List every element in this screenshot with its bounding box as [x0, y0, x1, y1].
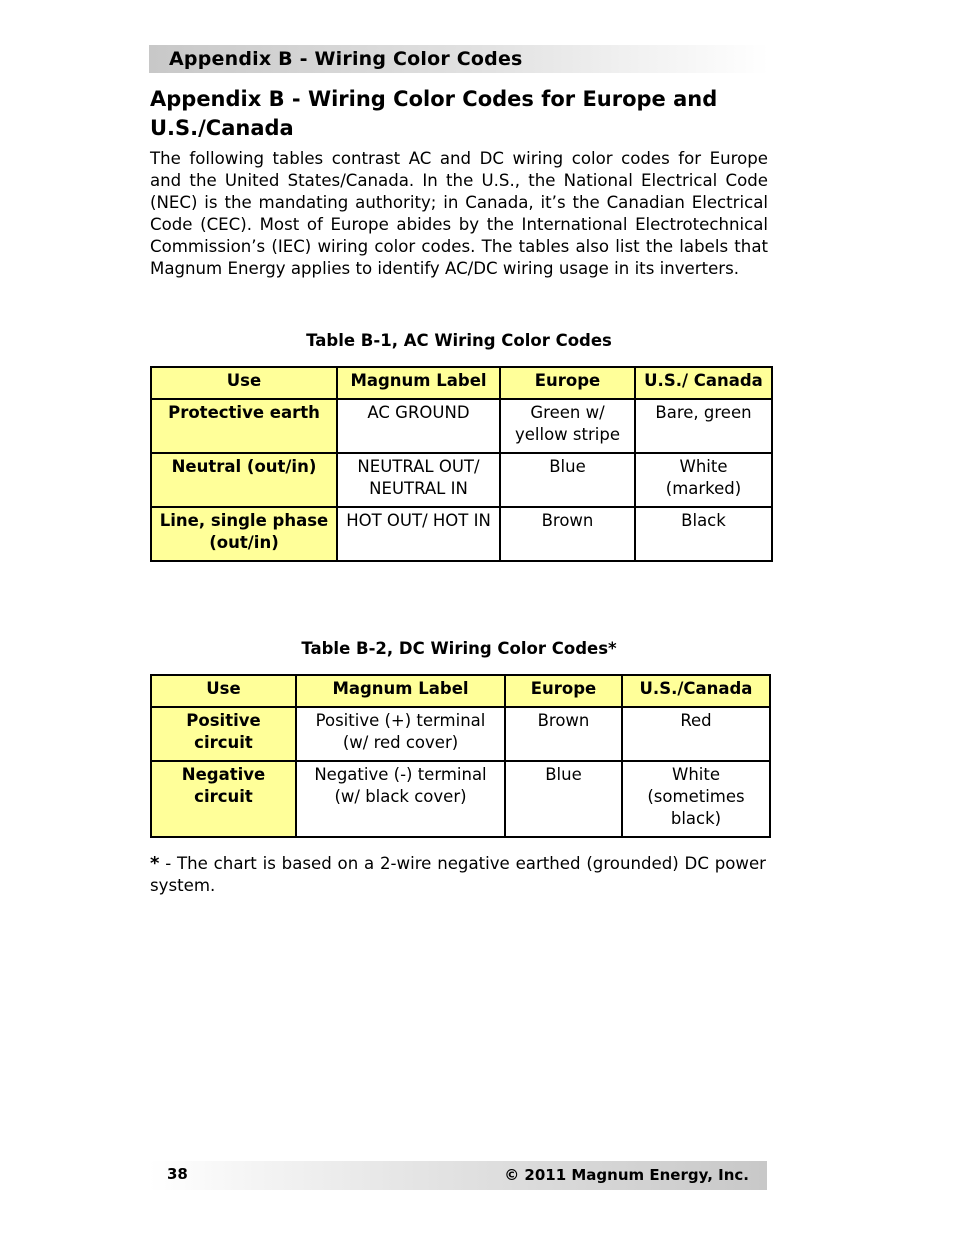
table-row	[151, 707, 770, 761]
use-cell: Neutral (out/in)	[151, 453, 337, 507]
header-cell-use: Use	[151, 675, 296, 707]
table-ac	[150, 366, 773, 562]
header-cell-us-canada: U.S./ Canada	[635, 367, 772, 399]
footer-bar	[149, 1161, 767, 1190]
table-header-row	[151, 675, 770, 707]
magnum-label-cell: NEUTRAL OUT/ NEUTRAL IN	[337, 453, 500, 507]
europe-cell: Blue	[505, 761, 622, 837]
table-dc	[150, 674, 771, 838]
intro-paragraph: The following tables contrast AC and DC wiring color codes for Europe and the United States/Canada. In the U.S., the National Electrical Code (NEC) is the mandating authority; in Canada, it’s the Canadian Electrical Code (CEC). Most of Europe abides by the International Electrotechnical Commission’s (IEC) wiring color codes. The tables also list the labels that Magnum Energy applies to identify AC/DC wiring usage in its inverters.	[150, 149, 768, 278]
copyright: © 2011 Magnum Energy, Inc.	[504, 1166, 749, 1184]
header-cell-use: Use	[151, 367, 337, 399]
table-dc-caption: Table B-2, DC Wiring Color Codes*	[301, 639, 617, 658]
us-canada-cell: Red	[622, 707, 770, 761]
footnote-text: - The chart is based on a 2-wire negative earthed (grounded) DC power system.	[150, 854, 766, 895]
table-row	[151, 453, 772, 507]
us-canada-cell: White (sometimes black)	[622, 761, 770, 837]
table-ac-caption: Table B-1, AC Wiring Color Codes	[306, 331, 612, 350]
europe-cell: Brown	[505, 707, 622, 761]
use-cell: Line, single phase (out/in)	[151, 507, 337, 561]
page-number: 38	[167, 1165, 188, 1183]
header-bar	[149, 45, 769, 73]
magnum-label-cell: Negative (-) terminal (w/ black cover)	[296, 761, 505, 837]
header-cell-us-canada: U.S./Canada	[622, 675, 770, 707]
europe-cell: Blue	[500, 453, 635, 507]
magnum-label-cell: AC GROUND	[337, 399, 500, 453]
header-title: Appendix B - Wiring Color Codes	[169, 48, 523, 70]
us-canada-cell: Black	[635, 507, 772, 561]
use-cell: Protective earth	[151, 399, 337, 453]
table-header-row	[151, 367, 772, 399]
footnote	[150, 853, 766, 897]
europe-cell: Brown	[500, 507, 635, 561]
table-row	[151, 761, 770, 837]
header-cell-magnum-label: Magnum Label	[296, 675, 505, 707]
us-canada-cell: Bare, green	[635, 399, 772, 453]
us-canada-cell: White (marked)	[635, 453, 772, 507]
use-cell: Positive circuit	[151, 707, 296, 761]
use-cell: Negative circuit	[151, 761, 296, 837]
page-title: Appendix B - Wiring Color Codes for Europe and U.S./Canada	[150, 87, 718, 140]
table-row	[151, 399, 772, 453]
header-cell-europe: Europe	[500, 367, 635, 399]
header-cell-europe: Europe	[505, 675, 622, 707]
table-row	[151, 507, 772, 561]
magnum-label-cell: HOT OUT/ HOT IN	[337, 507, 500, 561]
magnum-label-cell: Positive (+) terminal (w/ red cover)	[296, 707, 505, 761]
header-cell-magnum-label: Magnum Label	[337, 367, 500, 399]
footnote-marker: *	[150, 853, 160, 874]
europe-cell: Green w/ yellow stripe	[500, 399, 635, 453]
